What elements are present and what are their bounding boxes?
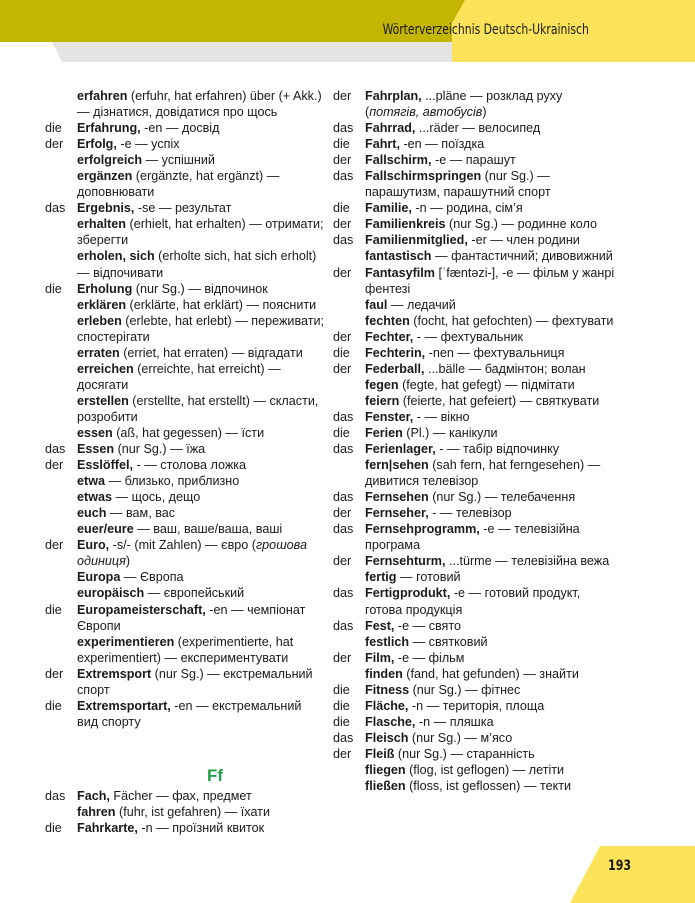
article: die (333, 425, 350, 440)
right-column (333, 88, 618, 794)
dictionary-entry (45, 634, 325, 666)
header-gray-strip (0, 42, 452, 62)
definition: -en — екстремальний вид спорту (77, 698, 302, 729)
headword: Fläche, (365, 698, 409, 713)
headword: Fleiß (365, 746, 395, 761)
definition: (erfuhr, hat erfahren) über (+ Akk.) — дізнатися, довідатися про щось (77, 89, 322, 120)
definition: (Pl.) — канікули (402, 425, 498, 440)
headword: euer/eure (77, 522, 134, 537)
definition: -se — результат (134, 201, 232, 216)
headword: Familie, (365, 201, 412, 216)
dictionary-entry (45, 698, 325, 730)
dictionary-entry (45, 361, 325, 393)
dictionary-entry (45, 521, 325, 537)
definition: (erklärte, hat erklärt) — пояснити (126, 297, 317, 312)
headword: Europa (77, 570, 121, 585)
dictionary-entry (45, 585, 325, 601)
definition: — ледачий (387, 297, 456, 312)
definition: -er — член родини (467, 233, 580, 248)
headword: Fahrplan, (365, 89, 422, 103)
dictionary-entry (333, 425, 618, 441)
dictionary-entry (45, 788, 325, 804)
definition: (erhielt, hat erhalten) — отримати; зберегти (77, 217, 324, 248)
definition: (nur Sg.) — м’ясо (408, 730, 513, 745)
dictionary-entry (333, 682, 618, 698)
headword: Federball, (365, 361, 425, 376)
dictionary-entry (333, 200, 618, 216)
article: die (333, 201, 350, 216)
article: der (45, 666, 64, 681)
headword: Fenster, (365, 409, 414, 424)
definition: (nur Sg.) — екстремальний спорт (77, 666, 313, 697)
definition: - — столова ложка (133, 458, 247, 473)
dictionary-entry (333, 698, 618, 714)
article: das (333, 730, 354, 745)
definition: (nur Sg.) — старанність (394, 746, 535, 761)
definition: ...bälle — бадмінтон; волан (424, 361, 586, 376)
definition: (nur Sg.) — телебачення (428, 490, 576, 505)
dictionary-entry (333, 762, 618, 778)
definition-italic: грошова одиниця (77, 538, 307, 569)
headword: erstellen (77, 393, 129, 408)
dictionary-entry (45, 120, 325, 136)
definition-tail: ) (125, 554, 131, 569)
definition: — Європа (120, 570, 184, 585)
article: der (333, 554, 352, 569)
definition: -n — пляшка (415, 714, 494, 729)
definition: (focht, hat gefochten) — фехтувати (409, 313, 614, 328)
headword: Fallschirmspringen (365, 169, 482, 184)
headword: Extremsportart, (77, 698, 171, 713)
headword: Fallschirm, (365, 153, 432, 168)
headword: Familienmitglied, (365, 233, 468, 248)
article: der (333, 217, 352, 232)
article: das (333, 618, 354, 633)
dictionary-entry (333, 248, 618, 264)
dictionary-entry (333, 393, 618, 409)
definition: -s/- (mit Zahlen) — євро ( (109, 538, 256, 553)
headword: fechten (365, 313, 410, 328)
dictionary-entry (333, 569, 618, 585)
dictionary-entry (45, 248, 325, 280)
article: der (45, 458, 64, 473)
dictionary-entry (45, 425, 325, 441)
dictionary-entry (333, 634, 618, 650)
dictionary-entry (333, 457, 618, 489)
article: der (333, 153, 352, 168)
article: das (45, 201, 66, 216)
dictionary-entry (45, 537, 325, 569)
dictionary-entry (333, 313, 618, 329)
dictionary-entry (45, 152, 325, 168)
dictionary-entry (333, 505, 618, 521)
headword: Erfolg, (77, 137, 117, 152)
dictionary-entry (333, 650, 618, 666)
dictionary-entry (333, 778, 618, 794)
headword: Film, (365, 650, 395, 665)
article: das (333, 233, 354, 248)
definition: — європейський (144, 586, 245, 601)
definition: (ergänzte, hat ergänzt) — доповнювати (77, 169, 280, 200)
definition: (erriet, hat erraten) — відгадати (119, 345, 303, 360)
dictionary-entry (333, 329, 618, 345)
entry-list-e (45, 88, 325, 730)
dictionary-entry (333, 168, 618, 200)
dictionary-entry (333, 746, 618, 762)
dictionary-entry (45, 313, 325, 345)
definition: — близько, приблизно (105, 474, 240, 489)
article: der (333, 329, 352, 344)
definition: - — телевізор (428, 506, 512, 521)
definition: (nur Sg.) — фітнес (409, 682, 521, 697)
definition: — успішний (142, 153, 215, 168)
definition: (sah fern, hat ferngesehen) — дивитися телевізор (365, 458, 601, 489)
definition: (fegte, hat gefegt) — підмітати (398, 377, 575, 392)
headword: Fahrt, (365, 137, 400, 152)
headword: feiern (365, 393, 400, 408)
dictionary-entry (45, 820, 325, 836)
dictionary-entry (333, 441, 618, 457)
headword: Familienkreis (365, 217, 446, 232)
definition: (erreichte, hat erreicht) — досягати (77, 361, 281, 392)
definition: (erlebte, hat erlebt) — переживати; спостерігати (77, 313, 325, 344)
definition: -n — територія, площа (408, 698, 545, 713)
definition: (aß, hat gegessen) — їсти (112, 425, 265, 440)
definition: -en — поїздка (399, 137, 485, 152)
dictionary-entry (333, 361, 618, 377)
headword: Fahrrad, (365, 121, 416, 136)
headword: Europameisterschaft, (77, 602, 206, 617)
dictionary-entry (45, 473, 325, 489)
page-number: 193 (608, 858, 632, 874)
headword: Fernsehprogramm, (365, 522, 480, 537)
headword: ergänzen (77, 169, 133, 184)
definition: - — фехтувальник (413, 329, 523, 344)
definition: — щось, дещо (112, 490, 201, 505)
definition: (erholte sich, hat sich erholt) — відпочивати (77, 249, 317, 280)
article: die (45, 281, 62, 296)
dictionary-entry (333, 618, 618, 634)
dictionary-entry (45, 88, 325, 120)
definition: ...räder — велосипед (415, 121, 541, 136)
headword: Flasche, (365, 714, 416, 729)
definition: (flog, ist geflogen) — летіти (405, 762, 565, 777)
dictionary-entry (333, 297, 618, 313)
headword: etwas (77, 490, 113, 505)
headword: Fahrkarte, (77, 820, 138, 835)
article: die (333, 137, 350, 152)
headword: euch (77, 506, 107, 521)
headword: Erfahrung, (77, 121, 141, 136)
dictionary-entry (45, 281, 325, 297)
headword: erfolgreich (77, 153, 143, 168)
dictionary-entry (45, 569, 325, 585)
headword: fliegen (365, 762, 406, 777)
definition: -e — свято (394, 618, 461, 633)
headword: Fechterin, (365, 345, 426, 360)
dictionary-entry (45, 136, 325, 152)
article: der (333, 265, 352, 280)
article: die (45, 602, 62, 617)
headword: Fitness (365, 682, 410, 697)
headword: Ferienlager, (365, 442, 436, 457)
definition: -en — чемпіонат Європи (77, 602, 306, 633)
article: das (45, 788, 66, 803)
definition: -nen — фехтувальниця (425, 345, 565, 360)
headword: Ferien (365, 425, 403, 440)
headword: fahren (77, 804, 116, 819)
definition: — святковий (409, 634, 488, 649)
left-column (45, 88, 325, 836)
article: der (45, 538, 64, 553)
dictionary-entry (333, 265, 618, 297)
article: der (333, 89, 352, 103)
headword: Essen (77, 442, 115, 457)
dictionary-entry (45, 441, 325, 457)
definition: (nur Sg.) — парашутизм, парашутний спорт (365, 169, 551, 200)
definition: (floss, ist geflossen) — текти (405, 779, 572, 794)
headword: fließen (365, 779, 406, 794)
definition: [ˈfæntəzi-], -e — фільм у жанрі фентезі (365, 265, 615, 296)
headword: erholen, sich (77, 249, 155, 264)
section-letter-heading: Ff (206, 765, 224, 785)
article: der (333, 650, 352, 665)
definition: — фантастичний; дивовижний (431, 249, 613, 264)
headword: Fach, (77, 788, 110, 803)
dictionary-entry (333, 152, 618, 168)
dictionary-entry (45, 393, 325, 425)
article: der (333, 746, 352, 761)
definition: ...türme — телевізійна вежа (445, 554, 610, 569)
headword: erklären (77, 297, 127, 312)
definition: (nur Sg.) — відпочинок (132, 281, 268, 296)
dictionary-entry (45, 666, 325, 698)
definition: -e — готовий продукт, готова продукція (365, 586, 581, 617)
definition: ...pläne — розклад руху ( (365, 89, 563, 120)
article: die (333, 714, 350, 729)
definition: -e — успіх (116, 137, 180, 152)
definition: (fand, hat gefunden) — знайти (402, 666, 579, 681)
dictionary-entry (45, 457, 325, 473)
headword: Fleisch (365, 730, 409, 745)
article: die (45, 121, 62, 136)
headword: fantastisch (365, 249, 432, 264)
headword: finden (365, 666, 403, 681)
dictionary-entry (333, 553, 618, 569)
headword: erraten (77, 345, 120, 360)
headword: Fertigprodukt, (365, 586, 451, 601)
headword: erreichen (77, 361, 134, 376)
definition: -n — родина, сім’я (411, 201, 523, 216)
dictionary-entry (333, 730, 618, 746)
dictionary-entry (333, 345, 618, 361)
dictionary-entry (45, 216, 325, 248)
entry-list-f-continued (333, 88, 618, 794)
dictionary-entry (45, 505, 325, 521)
article: der (45, 137, 64, 152)
definition: - — табір відпочинку (435, 442, 560, 457)
headword: Esslöffel, (77, 458, 133, 473)
definition: (erstellte, hat erstellt) — скласти, розробити (77, 393, 319, 424)
dictionary-entry (333, 120, 618, 136)
definition: -en — досвід (140, 121, 220, 136)
headword: Fernseher, (365, 506, 429, 521)
definition: — ваш, ваше/ваша, ваші (133, 522, 283, 537)
definition-tail: ) (482, 105, 487, 120)
article: das (333, 442, 354, 457)
article: das (333, 121, 354, 136)
definition: — вам, вас (106, 506, 176, 521)
definition: (experimentierte, hat experimentiert) — експериментувати (77, 634, 294, 665)
article: das (333, 522, 354, 537)
dictionary-entry (45, 489, 325, 505)
dictionary-entry (333, 489, 618, 505)
dictionary-entry (45, 200, 325, 216)
page-title: Wörterverzeichnis Deutsch-Ukrainisch (382, 22, 589, 38)
page-number-badge (570, 846, 695, 903)
headword: Fernsehen (365, 490, 429, 505)
headword: Erholung (77, 281, 133, 296)
definition-italic: потягів, автобусів (369, 105, 483, 120)
article: die (45, 698, 62, 713)
dictionary-entry (333, 585, 618, 617)
headword: Fantasyfilm (365, 265, 435, 280)
dictionary-entry (333, 136, 618, 152)
definition: - — вікно (413, 409, 470, 424)
headword: Fechter, (365, 329, 414, 344)
article: die (333, 682, 350, 697)
dictionary-entry (45, 804, 325, 820)
headword: festlich (365, 634, 410, 649)
definition: -e — телевізійна програма (365, 522, 580, 553)
article: der (333, 361, 352, 376)
article: die (333, 345, 350, 360)
headword: Ergebnis, (77, 201, 135, 216)
dictionary-entry (45, 168, 325, 200)
article: das (333, 586, 354, 601)
headword: fern|sehen (365, 458, 429, 473)
entry-list-f (45, 788, 325, 836)
headword: Fernsehturm, (365, 554, 446, 569)
headword: erfahren (77, 89, 128, 103)
headword: erleben (77, 313, 122, 328)
article: das (333, 409, 354, 424)
headword: Extremsport (77, 666, 152, 681)
definition: — готовий (396, 570, 461, 585)
dictionary-entry (333, 666, 618, 682)
dictionary-entry (45, 602, 325, 634)
article: der (333, 506, 352, 521)
definition: -e — парашут (431, 153, 516, 168)
headword: Euro, (77, 538, 110, 553)
definition: (nur Sg.) — їжа (114, 442, 206, 457)
dictionary-entry (333, 714, 618, 730)
dictionary-entry (333, 377, 618, 393)
dictionary-entry (45, 297, 325, 313)
article: das (45, 442, 66, 457)
headword: fegen (365, 377, 399, 392)
dictionary-entry (333, 521, 618, 553)
headword: faul (365, 297, 388, 312)
dictionary-entry (333, 409, 618, 425)
definition: -e — фільм (394, 650, 465, 665)
dictionary-entry (333, 88, 618, 120)
dictionary-entry (333, 232, 618, 248)
definition: Fächer — фах, предмет (109, 788, 252, 803)
definition: (feierte, hat gefeiert) — святкувати (399, 393, 600, 408)
article: das (333, 490, 354, 505)
definition: -n — проїзний квиток (137, 820, 265, 835)
headword: Fest, (365, 618, 395, 633)
article: die (333, 698, 350, 713)
definition: (fuhr, ist gefahren) — їхати (115, 804, 270, 819)
headword: experimentieren (77, 634, 175, 649)
headword: erhalten (77, 217, 126, 232)
definition: (nur Sg.) — родинне коло (445, 217, 597, 232)
headword: europäisch (77, 586, 145, 601)
dictionary-entry (333, 216, 618, 232)
dictionary-entry (45, 345, 325, 361)
headword: fertig (365, 570, 397, 585)
article: die (45, 820, 62, 835)
headword: etwa (77, 474, 105, 489)
article: das (333, 169, 354, 184)
headword: essen (77, 425, 113, 440)
